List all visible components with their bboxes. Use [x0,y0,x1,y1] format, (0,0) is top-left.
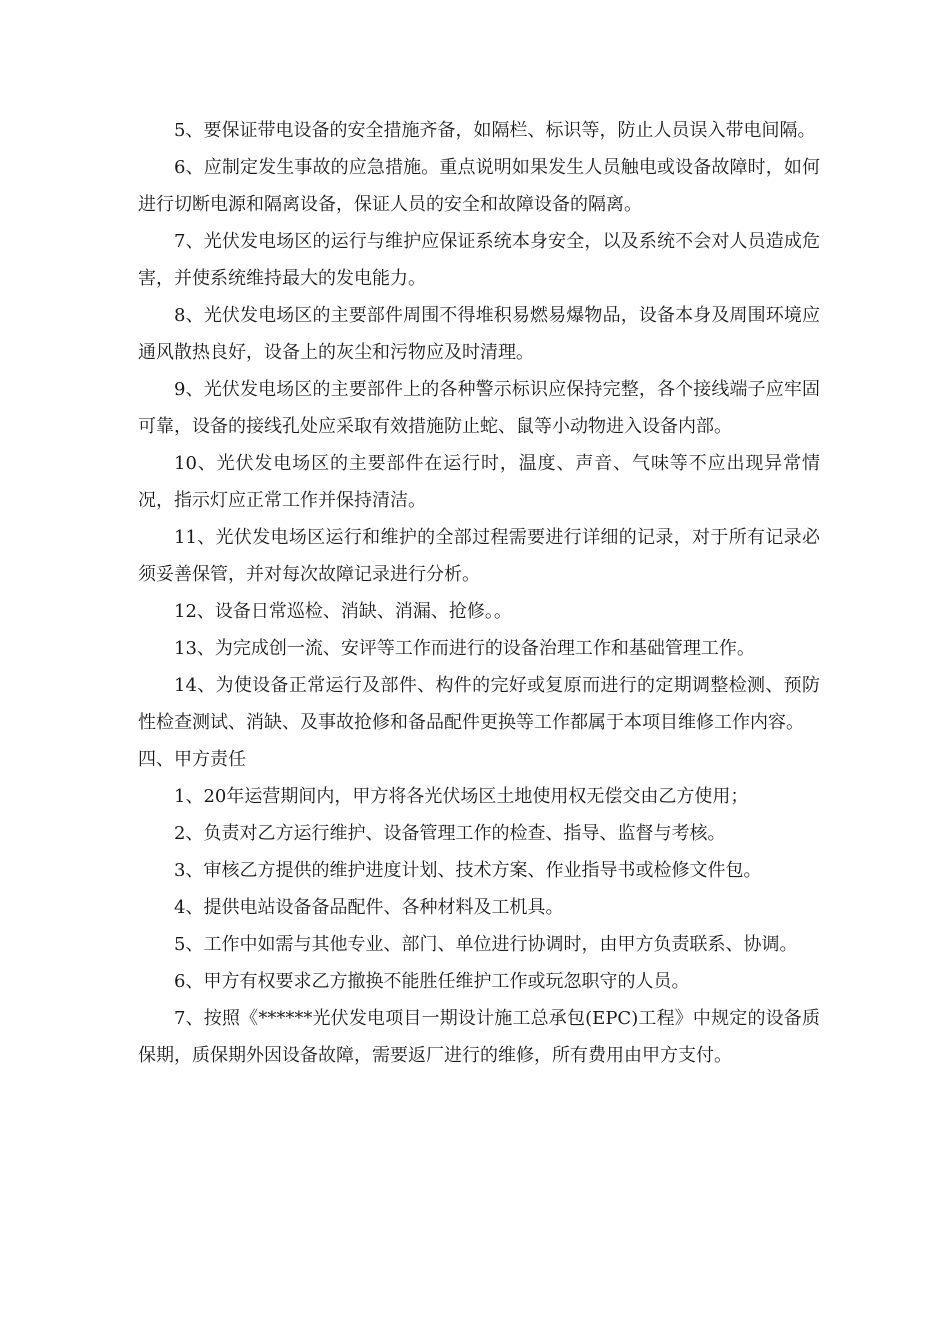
paragraph-item-12-daily-inspection: 12、设备日常巡检、消缺、消漏、抢修。。 [174,601,512,622]
paragraph-party-a-item-2: 2、负责对乙方运行维护、设备管理工作的检查、指导、监督与考核。 [174,823,726,844]
paragraph-party-a-item-7: 7、按照《******光伏发电项目一期设计施工总承包(EPC)工程》中规定的设备质保期，质保期外因设备故障，需要返厂进行的维修，所有费用由甲方支付。 [138,1008,820,1066]
paragraph-item-13-equipment-management: 13、为完成创一流、安评等工作而进行的设备治理工作和基础管理工作。 [174,638,755,659]
paragraph-item-11-records: 11、光伏发电场区运行和维护的全部过程需要进行详细的记录，对于所有记录必须妥善保管，并对每次故障记录进行分析。 [138,527,820,585]
paragraph-party-a-item-6: 6、甲方有权要求乙方撤换不能胜任维护工作或玩忽职守的人员。 [174,971,690,992]
paragraph-item-9-warning-signs: 9、光伏发电场区的主要部件上的各种警示标识应保持完整，各个接线端子应牢固可靠，设备的接线孔处应采取有效措施防止蛇、鼠等小动物进入设备内部。 [138,379,820,437]
paragraph-item-14-maintenance-scope: 14、为使设备正常运行及部件、构件的完好或复原而进行的定期调整检测、预防性检查测试、消缺、及事故抢修和备品配件更换等工作都属于本项目维修工作内容。 [138,675,820,733]
document-body [138,112,820,1074]
paragraph-party-a-item-4: 4、提供电站设备备品配件、各种材料及工机具。 [174,897,564,918]
paragraph-item-7-system-safety: 7、光伏发电场区的运行与维护应保证系统本身安全，以及系统不会对人员造成危害，并使系统维持最大的发电能力。 [138,231,820,289]
paragraph-item-8-environment: 8、光伏发电场区的主要部件周围不得堆积易燃易爆物品，设备本身及周围环境应通风散热良好，设备上的灰尘和污物应及时清理。 [138,305,820,363]
paragraph-item-6-emergency-measures: 6、应制定发生事故的应急措施。重点说明如果发生人员触电或设备故障时，如何进行切断电源和隔离设备，保证人员的安全和故障设备的隔离。 [138,157,820,215]
paragraph-item-5-safety-measures: 5、要保证带电设备的安全措施齐备，如隔栏、标识等，防止人员误入带电间隔。 [174,120,816,141]
paragraph-party-a-item-5: 5、工作中如需与其他专业、部门、单位进行协调时，由甲方负责联系、协调。 [174,934,798,955]
section-heading-party-a: 四、甲方责任 [138,749,246,770]
paragraph-party-a-item-3: 3、审核乙方提供的维护进度计划、技术方案、作业指导书或检修文件包。 [174,860,762,881]
paragraph-party-a-item-1: 1、20年运营期间内，甲方将各光伏场区土地使用权无偿交由乙方使用； [174,786,749,807]
paragraph-item-10-operation-check: 10、光伏发电场区的主要部件在运行时，温度、声音、气味等不应出现异常情况，指示灯应正常工作并保持清洁。 [138,453,820,511]
